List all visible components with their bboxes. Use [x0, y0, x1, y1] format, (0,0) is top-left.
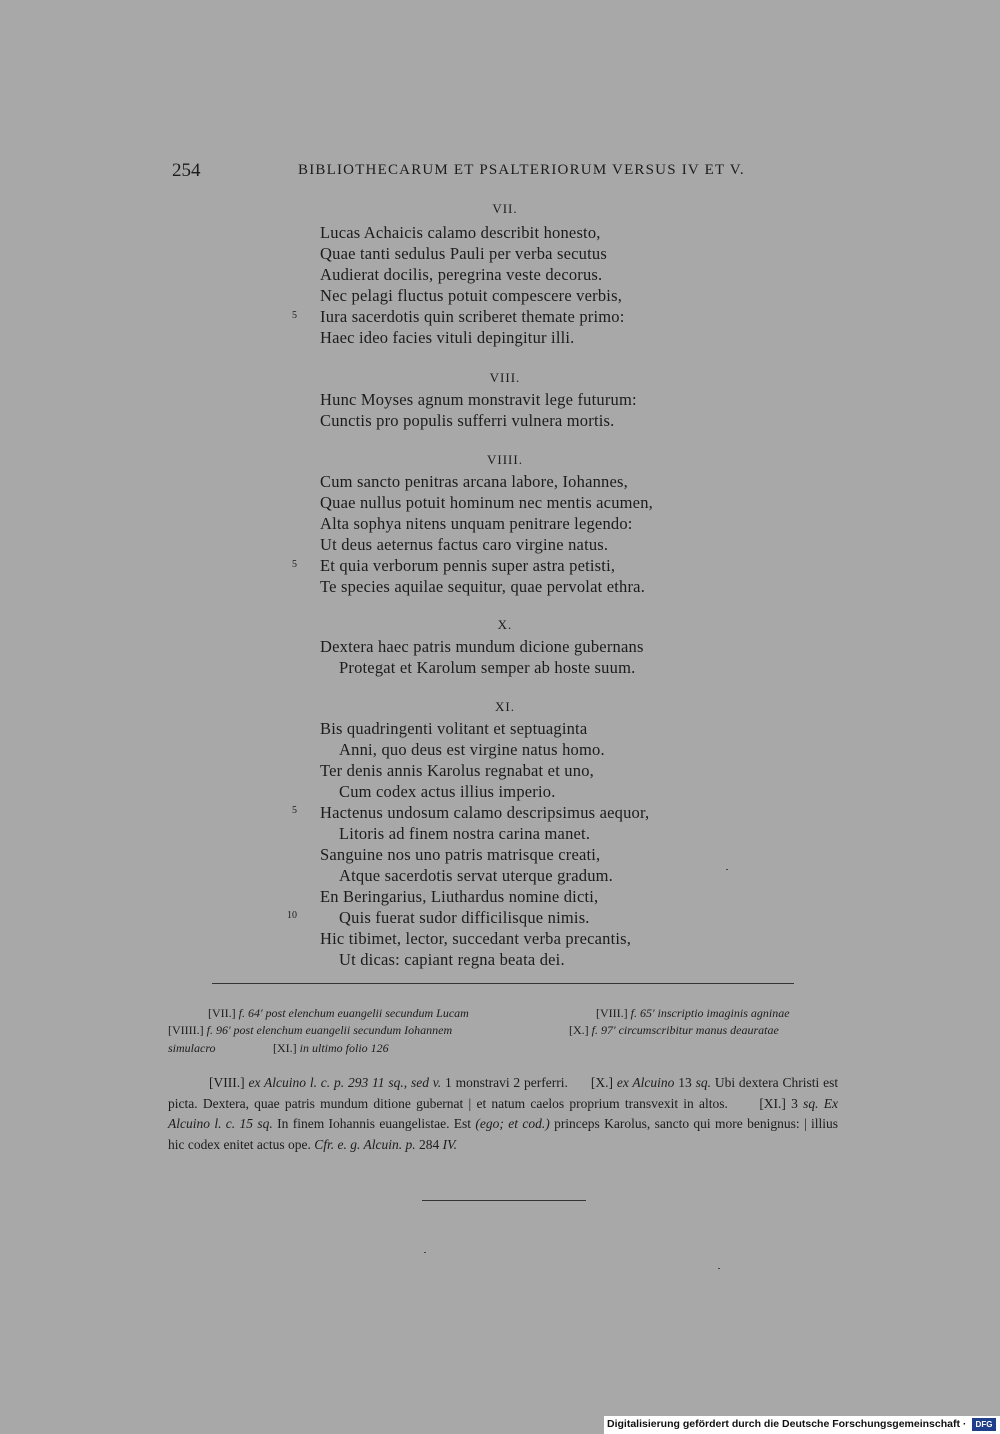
- apparatus-ref: [VII.]: [208, 1006, 236, 1020]
- verse-block-xi: [320, 718, 649, 970]
- verse-line: Hactenus undosum calamo descripsimus aequor,: [320, 803, 650, 822]
- note-text: 1 monstravi 2 perferri.: [445, 1075, 568, 1090]
- verse-line: Te species aquilae sequitur, quae pervolat ethra.: [320, 577, 646, 596]
- section-heading-x: X.: [497, 617, 513, 632]
- scan-speck: [424, 1252, 426, 1253]
- verse-line: Quae nullus potuit hominum nec mentis acumen,: [320, 493, 653, 512]
- verse-line: Ter denis annis Karolus regnabat et uno,: [320, 761, 594, 780]
- apparatus-ref: [VIII.]: [596, 1006, 628, 1020]
- section-heading-viii: VIII.: [489, 370, 521, 385]
- apparatus-text: f. 97' circumscribitur manus deauratae: [591, 1023, 779, 1037]
- apparatus-ref: [VIIII.]: [168, 1023, 204, 1037]
- section-heading-viiii: VIIII.: [487, 452, 523, 467]
- apparatus-text: f. 64' post elenchum euangelii secundum Lucam: [238, 1006, 469, 1020]
- note-source: sq.: [695, 1075, 711, 1090]
- footnote-divider: [212, 983, 794, 984]
- apparatus-text: f. 96' post elenchum euangelii secundum Iohannem: [206, 1023, 453, 1037]
- verse-line: Anni, quo deus est virgine natus homo.: [339, 740, 605, 759]
- note-text: In finem Iohannis euangelistae. Est: [277, 1116, 472, 1131]
- apparatus-ref: [XI.]: [273, 1041, 297, 1055]
- section-heading-vii: VII.: [492, 201, 518, 216]
- verse-line: Iura sacerdotis quin scriberet themate primo:: [320, 307, 625, 326]
- verse-line: Et quia verborum pennis super astra petisti,: [320, 556, 616, 575]
- note-text: 13: [678, 1075, 692, 1090]
- verse-line: Hunc Moyses agnum monstravit lege futurum:: [320, 390, 637, 409]
- verse-line: Ut deus aeternus factus caro virgine natus.: [320, 535, 609, 554]
- verse-line: Cunctis pro populis sufferri vulnera mortis.: [320, 411, 615, 430]
- page-number: 254: [172, 160, 201, 181]
- footer-credit: Digitalisierung gefördert durch die Deutsche Forschungsgemeinschaft ·: [607, 1418, 967, 1430]
- running-title: BIBLIOTHECARUM ET PSALTERIORUM VERSUS IV ET V.: [298, 162, 745, 178]
- verse-line: En Beringarius, Liuthardus nomine dicti,: [320, 887, 599, 906]
- verse-line: Atque sacerdotis servat uterque gradum.: [339, 866, 613, 885]
- apparatus-entry: [168, 1023, 452, 1038]
- note-ref: [X.]: [590, 1075, 613, 1090]
- apparatus-entry: [596, 1006, 790, 1021]
- note-ref: [XI.] 3: [759, 1095, 798, 1111]
- note-source: ex Alcuino l. c. p. 293 11 sq., sed v.: [248, 1075, 442, 1090]
- verse-line: Cum sancto penitras arcana labore, Iohannes,: [320, 472, 628, 491]
- verse-line: Litoris ad finem nostra carina manet.: [339, 824, 591, 843]
- line-number: 5: [292, 559, 297, 570]
- note-text: princeps Karolus, sancto qui more benignus: | illius hic codex enitet actus ope.: [168, 1116, 839, 1152]
- dfg-logo: DFG: [972, 1418, 996, 1431]
- verse-line: Haec ideo facies vituli depingitur illi.: [320, 328, 575, 347]
- note-source: IV.: [442, 1136, 457, 1152]
- verse-block-viiii: [320, 471, 653, 597]
- verse-line: Quae tanti sedulus Pauli per verba secutus: [320, 244, 607, 263]
- verse-line: Quis fuerat sudor difficilisque nimis.: [339, 908, 590, 927]
- verse-line: Hic tibimet, lector, succedant verba precantis,: [320, 929, 632, 948]
- note-ref: [VIII.]: [209, 1075, 245, 1090]
- apparatus-text: simulacro: [168, 1041, 216, 1055]
- verse-line: Dextera haec patris mundum dicione gubernans: [320, 637, 644, 656]
- note-text: 284: [418, 1136, 440, 1152]
- commentary-notes: [168, 1073, 838, 1155]
- verse-block-vii: [320, 222, 625, 348]
- note-source: Cfr. e. g. Alcuin. p.: [314, 1136, 416, 1152]
- verse-line: Bis quadringenti volitant et septuaginta: [320, 719, 588, 738]
- verse-block-x: [320, 636, 644, 678]
- scan-speck: [726, 869, 728, 870]
- line-number: 10: [287, 910, 297, 921]
- apparatus-entry: [168, 1041, 216, 1056]
- verse-block-viii: [320, 389, 637, 431]
- apparatus-entry: [273, 1041, 389, 1056]
- line-number: 5: [292, 805, 297, 816]
- line-number: 5: [292, 310, 297, 321]
- digitization-footer: [604, 1416, 1000, 1434]
- note-source: (ego; et cod.): [475, 1116, 550, 1131]
- apparatus-text: in ultimo folio 126: [299, 1041, 389, 1055]
- verse-line: Alta sophya nitens unquam penitrare legendo:: [320, 514, 633, 533]
- verse-line: Audierat docilis, peregrina veste decorus.: [320, 265, 603, 284]
- section-heading-xi: XI.: [495, 699, 515, 714]
- verse-line: Nec pelagi fluctus potuit compescere verbis,: [320, 286, 623, 305]
- apparatus-text: f. 65' inscriptio imaginis agninae: [630, 1006, 790, 1020]
- scan-speck: [718, 1268, 720, 1269]
- apparatus-ref: [X.]: [569, 1023, 589, 1037]
- note-text: Ubi dextera Christi est picta. Dextera, quae patris mundum ditione gubernat | et natum caelos proprium transvexit in altos.: [168, 1075, 839, 1111]
- verse-line: Protegat et Karolum semper ab hoste suum.: [339, 658, 636, 677]
- verse-line: Cum codex actus illius imperio.: [339, 782, 556, 801]
- verse-line: Lucas Achaicis calamo describit honesto,: [320, 223, 601, 242]
- verse-line: Sanguine nos uno patris matrisque creati,: [320, 845, 601, 864]
- note-source: sq. Ex Alcuino l. c. 15 sq.: [168, 1095, 838, 1131]
- verse-line: Ut dicas: capiant regna beata dei.: [339, 950, 565, 969]
- note-source: ex Alcuino: [616, 1075, 675, 1090]
- apparatus-entry: [208, 1006, 469, 1021]
- end-rule: [422, 1200, 586, 1201]
- apparatus-entry: [569, 1023, 779, 1038]
